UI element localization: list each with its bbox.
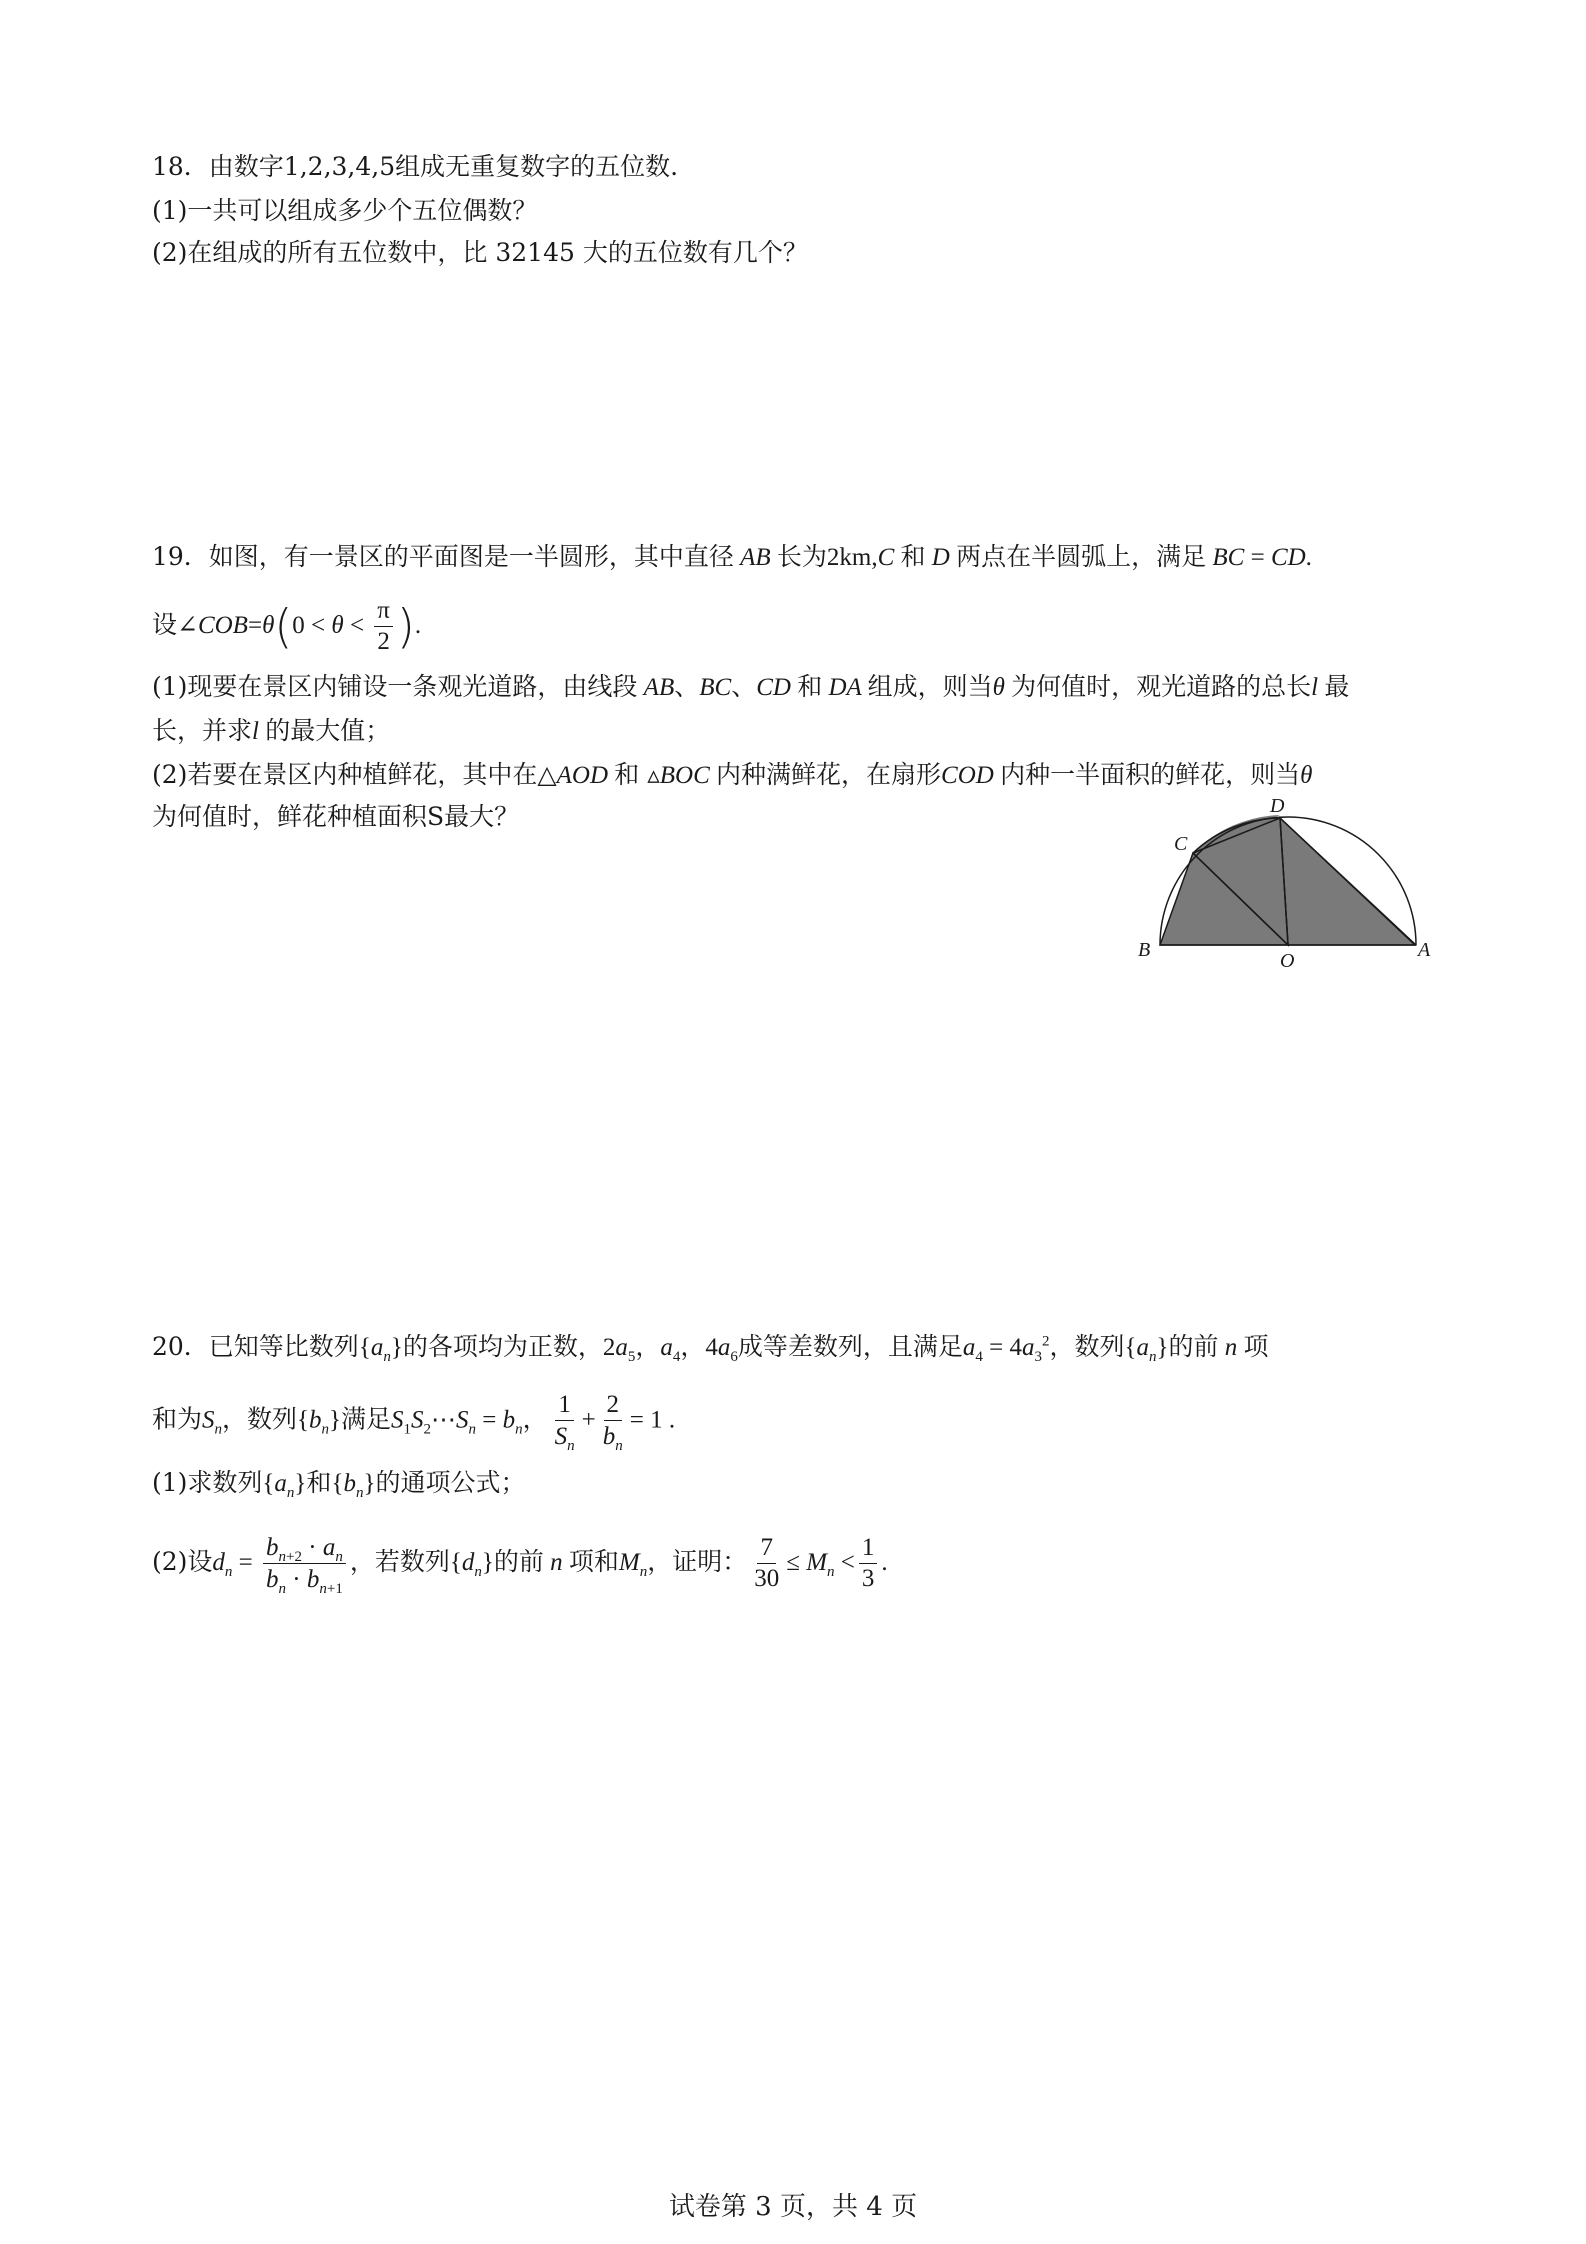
one-third-fraction: $\frac{1}{3}$ [859, 1533, 878, 1594]
q19-part2-line1: (2)若要在景区内种植鲜花，其中在△AOD 和 ▵BOC 内种满鲜花，在扇形COD 内种一半面积的鲜花，则当θ [152, 760, 1313, 789]
q18-part2: (2)在组成的所有五位数中，比 32145 大的五位数有几个？ [152, 238, 808, 267]
q19-part1-line1: (1)现要在景区内铺设一条观光道路，由线段 AB、BC、CD 和 DA 组成，则当θ 为何值时，观光道路的总长l 最 [152, 672, 1350, 701]
page-footer: 试卷第 3 页，共 4 页 [668, 2192, 918, 2222]
label-b: B [1138, 939, 1151, 961]
q18-part1: (1)一共可以组成多少个五位偶数？ [152, 196, 538, 225]
q18-stem: 18．由数字1,2,3,4,5组成无重复数字的五位数. [152, 152, 679, 181]
q19-stem-line2: 设∠COB=θ(0 < θ < $\frac{\pi}{2}$ ). [152, 597, 422, 655]
q19-part1-line2: 长，并求l 的最大值； [152, 716, 391, 745]
pi-over-2-fraction: $\frac{\pi}{2}$ [374, 596, 393, 657]
q20-stem-line2: 和为$S_n$，数列$\{b_n\}$满足$S_1S_2\cdots S_n = b_n$， $\frac{1}{S_n}$ + $\frac{2}{b_n}$ = 1 . [152, 1391, 676, 1454]
one-over-sn-fraction: $\frac{1}{S_n}$ [554, 1391, 575, 1454]
two-over-bn-fraction: $\frac{2}{b_n}$ [602, 1391, 623, 1454]
label-o: O [1280, 950, 1295, 970]
q20-part2: (2)设$d_n$ = $\frac{b_{n+2} \cdot a_n}{b_n \cdot b_{n+1}}$ ，若数列$\{d_n\}$的前 n 项和$M_n$，证明： $\frac{7}{30}$ ≤ $M_n$ < $\frac{1}{3}$ . [152, 1534, 888, 1597]
semicircle-figure [1120, 790, 1450, 970]
dn-definition-fraction: $\frac{b_{n+2} \cdot a_n}{b_n \cdot b_{n+1}}$ [263, 1532, 346, 1595]
q20-part1: (1)求数列$\{a_n\}$和$\{b_n\}$的通项公式； [152, 1468, 526, 1501]
label-a: A [1418, 939, 1431, 961]
q19-part2-line2: 为何值时，鲜花种植面积S最大？ [152, 802, 520, 831]
label-c: C [1174, 833, 1188, 855]
label-d: D [1270, 795, 1285, 817]
q19-stem-line1: 19．如图，有一景区的平面图是一半圆形，其中直径 AB 长为2km,C 和 D 两点在半圆弧上，满足 BC = CD. [152, 542, 1312, 571]
seven-thirtieths-fraction: $\frac{7}{30}$ [754, 1534, 780, 1592]
q20-stem-line1: 20．已知等比数列$\{a_n\}$的各项均为正数，$2a_5$，$a_4$，$4a_6$成等差数列，且满足$a_4 = 4a_3^2$，数列$\{a_n\}$的前 n 项 [152, 1332, 1269, 1365]
